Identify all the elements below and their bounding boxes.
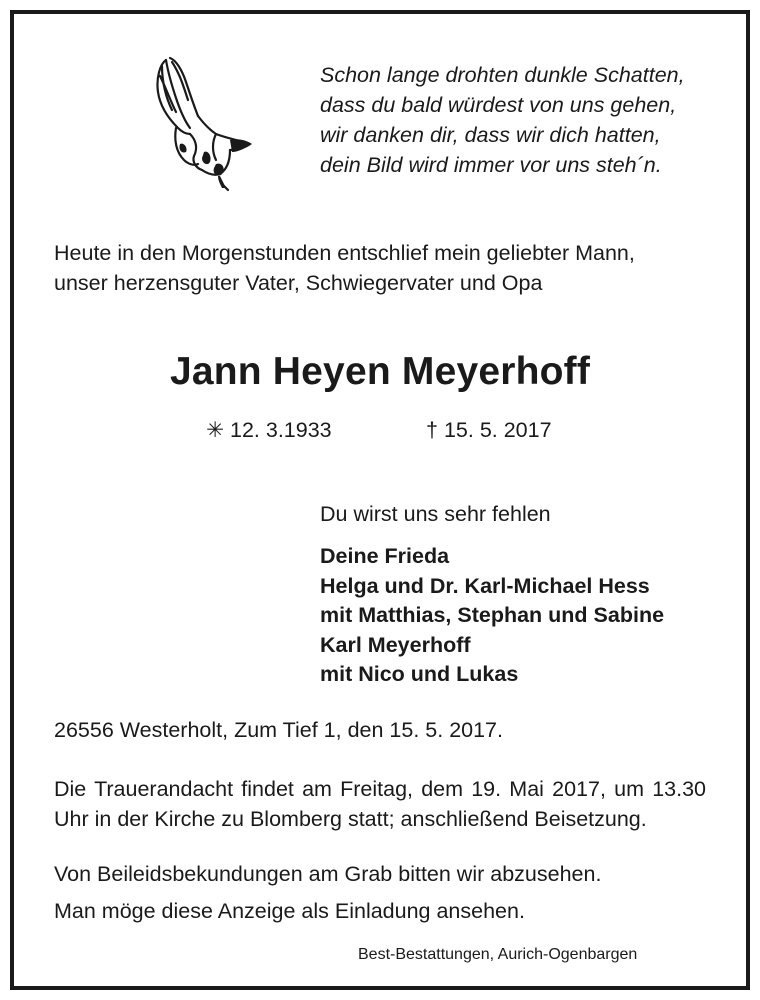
poem-line: dein Bild wird immer vor uns steh´n. — [320, 153, 662, 177]
poem — [320, 60, 685, 180]
intro-line: unser herzensguter Vater, Schwiegervater und Opa — [54, 271, 543, 295]
family-line: mit Nico und Lukas — [320, 662, 519, 686]
deceased-name: Jann Heyen Meyerhoff — [169, 350, 591, 393]
obituary-frame — [10, 10, 750, 990]
birth-date-value: 12. 3.1933 — [230, 418, 332, 442]
family-line: mit Matthias, Stephan und Sabine — [320, 603, 665, 627]
address-line: 26556 Westerholt, Zum Tief 1, den 15. 5. 2017. — [54, 718, 503, 742]
invitation-note: Man möge diese Anzeige als Einladung ansehen. — [54, 899, 525, 923]
condolence-request: Von Beileidsbekundungen am Grab bitten wir abzusehen. — [54, 862, 602, 886]
undertaker-credit: Best-Bestattungen, Aurich-Ogenbargen — [358, 946, 638, 963]
poem-line: wir danken dir, dass wir dich hatten, — [320, 123, 661, 147]
poem-line: Schon lange drohten dunkle Schatten, — [320, 63, 685, 87]
family-list — [320, 542, 664, 690]
signoff: Du wirst uns sehr fehlen — [320, 502, 551, 526]
poem-line: dass du bald würdest von uns gehen, — [320, 93, 677, 117]
death-date — [426, 418, 552, 443]
birth-date — [206, 418, 332, 443]
intro-text — [54, 238, 635, 298]
family-line: Deine Frieda — [320, 544, 450, 568]
family-line: Karl Meyerhoff — [320, 632, 471, 657]
service-info: Die Trauerandacht findet am Freitag, dem 19. Mai 2017, um 13.30 Uhr in der Kirche zu Blomberg statt; anschließend Beisetzung. — [54, 777, 706, 831]
praying-hands-icon — [142, 52, 254, 192]
family-line: Helga und Dr. Karl-Michael Hess — [320, 573, 650, 598]
intro-line: Heute in den Morgenstunden entschlief mein geliebter Mann, — [54, 241, 635, 265]
birth-star-icon: ✳ — [206, 418, 225, 442]
death-date-value: 15. 5. 2017 — [443, 418, 552, 442]
death-cross-icon: † — [426, 418, 438, 442]
